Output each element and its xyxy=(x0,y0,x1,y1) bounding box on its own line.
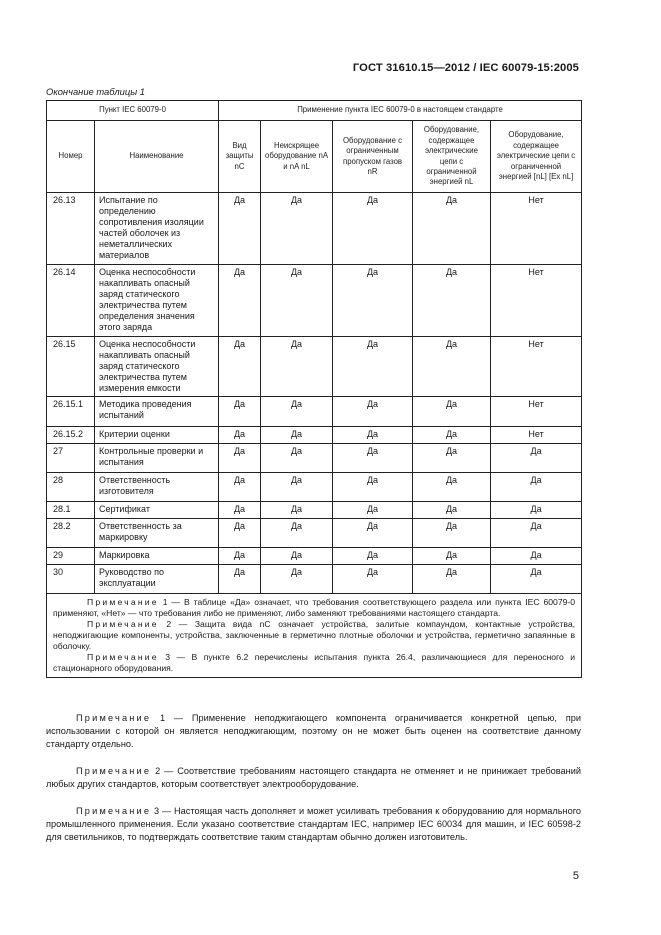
row-number: 28 xyxy=(47,473,95,502)
table-note xyxy=(53,652,575,674)
column-header-number: Номер xyxy=(47,121,95,193)
row-value: Нет xyxy=(491,336,582,396)
row-value: Да xyxy=(333,473,413,502)
table-group-header-row xyxy=(47,101,582,121)
table-note-label: Примечание xyxy=(87,597,159,608)
row-value: Да xyxy=(261,264,333,336)
row-value: Да xyxy=(413,264,491,336)
table-note-label: Примечание xyxy=(87,619,159,630)
row-name: Руководство по эксплуатации xyxy=(95,565,219,594)
row-name: Оценка неспособности накапливать опасный заряд статического электричества путем определения значения этого заряда xyxy=(95,264,219,336)
row-value: Да xyxy=(333,502,413,519)
row-value: Да xyxy=(413,444,491,473)
row-value: Да xyxy=(261,473,333,502)
row-value: Да xyxy=(261,336,333,396)
note-paragraph xyxy=(46,805,581,844)
row-value: Да xyxy=(219,427,261,444)
column-header-na: Неискрящее оборудование nA и nA nL xyxy=(261,121,333,193)
row-number: 30 xyxy=(47,565,95,594)
row-value: Да xyxy=(491,502,582,519)
table-row xyxy=(47,427,582,444)
row-number: 28.1 xyxy=(47,502,95,519)
note-label: Примечание xyxy=(76,766,152,776)
document-header: ГОСТ 31610.15—2012 / IEC 60079-15:2005 xyxy=(352,62,579,74)
table-row xyxy=(47,444,582,473)
table-notes-row xyxy=(47,594,582,678)
note-label: Примечание xyxy=(76,713,152,723)
row-value: Да xyxy=(333,427,413,444)
table-row xyxy=(47,264,582,336)
column-header-nr: Оборудование с ограниченным пропуском газов nR xyxy=(333,121,413,193)
table-row xyxy=(47,193,582,265)
note-text: 2 — Соответствие требованиям настоящего стандарта не отменяет и не принижает требований любых других стандартов, которым соответствует электрооборудование. xyxy=(46,766,581,789)
row-value: Да xyxy=(413,565,491,594)
note-paragraph xyxy=(46,712,581,751)
row-value: Да xyxy=(491,548,582,565)
row-value: Нет xyxy=(491,193,582,265)
row-name: Маркировка xyxy=(95,548,219,565)
row-value: Да xyxy=(413,193,491,265)
row-value: Да xyxy=(261,502,333,519)
page-number: 5 xyxy=(572,870,579,882)
table-note xyxy=(53,619,575,652)
row-value: Да xyxy=(261,193,333,265)
table-row xyxy=(47,473,582,502)
row-name: Ответственность изготовителя xyxy=(95,473,219,502)
row-name: Критерии оценки xyxy=(95,427,219,444)
table-note-text: 3 — В пункте 6.2 перечислены испытания пункта 26.4, различающиеся для переносного и стационарного оборудования. xyxy=(53,652,576,674)
note-label: Примечание xyxy=(76,806,152,816)
table-row xyxy=(47,519,582,548)
row-value: Да xyxy=(413,473,491,502)
row-value: Да xyxy=(333,264,413,336)
row-value: Да xyxy=(333,519,413,548)
requirements-table xyxy=(46,100,582,678)
table-row xyxy=(47,336,582,396)
row-value: Да xyxy=(261,519,333,548)
row-value: Нет xyxy=(491,397,582,427)
row-value: Да xyxy=(219,502,261,519)
table-note-text: 1 — В таблице «Да» означает, что требования соответствующего раздела или пункта IEC 60079-0 применяют, «Нет» — что требования либо не применяют, либо заменяют требованиями настоящего стандарта. xyxy=(53,597,576,619)
row-value: Да xyxy=(413,519,491,548)
row-value: Да xyxy=(261,427,333,444)
row-name: Контрольные проверки и испытания xyxy=(95,444,219,473)
row-value: Да xyxy=(491,473,582,502)
table-notes xyxy=(47,594,582,678)
row-value: Да xyxy=(333,397,413,427)
table-column-header-row xyxy=(47,121,582,193)
table-row xyxy=(47,397,582,427)
table-caption: Окончание таблицы 1 xyxy=(46,86,145,97)
row-number: 26.14 xyxy=(47,264,95,336)
table-note xyxy=(53,597,575,619)
column-header-name: Наименование xyxy=(95,121,219,193)
notes-section xyxy=(46,712,581,844)
row-value: Да xyxy=(491,565,582,594)
row-number: 27 xyxy=(47,444,95,473)
row-value: Да xyxy=(219,565,261,594)
table-row xyxy=(47,565,582,594)
row-number: 26.13 xyxy=(47,193,95,265)
row-name: Сертификат xyxy=(95,502,219,519)
row-value: Да xyxy=(333,548,413,565)
note-paragraph xyxy=(46,765,581,791)
row-value: Да xyxy=(261,397,333,427)
row-value: Да xyxy=(333,444,413,473)
row-number: 29 xyxy=(47,548,95,565)
row-value: Да xyxy=(219,519,261,548)
note-text: 1 — Применение неподжигающего компонента ограничивается конкретной цепью, при использовании с которой он является неподжигающим, поэтому он не может быть оценен на соответствие данному стандарту отдельно. xyxy=(46,713,581,749)
table-note-label: Примечание xyxy=(87,652,159,663)
group-header-left: Пункт IEC 60079-0 xyxy=(47,101,219,121)
row-value: Да xyxy=(491,519,582,548)
row-value: Да xyxy=(219,548,261,565)
row-value: Да xyxy=(413,502,491,519)
row-name: Методика проведения испытаний xyxy=(95,397,219,427)
row-value: Да xyxy=(333,565,413,594)
row-value: Да xyxy=(219,444,261,473)
row-value: Да xyxy=(219,473,261,502)
row-number: 28.2 xyxy=(47,519,95,548)
row-value: Да xyxy=(413,397,491,427)
table-row xyxy=(47,502,582,519)
table-note-text: 2 — Защита вида nC означает устройства, залитые компаундом, контактные устройства, неподжигающие компоненты, устройства, заключенные в герметично плотные оболочки и устройства, герметично запаянные в оболочку. xyxy=(53,619,576,652)
row-value: Да xyxy=(261,444,333,473)
row-value: Да xyxy=(333,193,413,265)
column-header-ex-nl: Оборудование, содержащее электрические цепи с ограниченной энергией [nL] [Ex nL] xyxy=(491,121,582,193)
row-value: Да xyxy=(219,336,261,396)
row-value: Да xyxy=(413,427,491,444)
row-value: Да xyxy=(261,548,333,565)
row-value: Да xyxy=(413,336,491,396)
row-value: Да xyxy=(491,444,582,473)
row-value: Да xyxy=(219,193,261,265)
row-value: Да xyxy=(219,397,261,427)
row-value: Да xyxy=(219,264,261,336)
row-name: Ответственность за маркировку xyxy=(95,519,219,548)
row-number: 26.15.2 xyxy=(47,427,95,444)
row-name: Испытание по определению сопротивления изоляции частей оболочек из неметаллических материалов xyxy=(95,193,219,265)
group-header-right: Применение пункта IEC 60079-0 в настоящем стандарте xyxy=(219,101,582,121)
row-value: Да xyxy=(333,336,413,396)
row-value: Нет xyxy=(491,427,582,444)
row-name: Оценка неспособности накапливать опасный заряд статического электричества путем измерения емкости xyxy=(95,336,219,396)
column-header-nc: Вид защиты nC xyxy=(219,121,261,193)
column-header-nl: Оборудование, содержащее электрические цепи с ограниченной энергией nL xyxy=(413,121,491,193)
row-value: Нет xyxy=(491,264,582,336)
table-row xyxy=(47,548,582,565)
row-value: Да xyxy=(261,565,333,594)
note-text: 3 — Настоящая часть дополняет и может усиливать требования к оборудованию для нормального промышленного применения. Если указано соответствие стандартам IEC, например IEC 60034 для машин, и IEC 60598-2 для светильников, то подтверждать соответствие таким стандартам обычно должен изготовитель. xyxy=(46,806,581,842)
row-value: Да xyxy=(413,548,491,565)
row-number: 26.15 xyxy=(47,336,95,396)
row-number: 26.15.1 xyxy=(47,397,95,427)
